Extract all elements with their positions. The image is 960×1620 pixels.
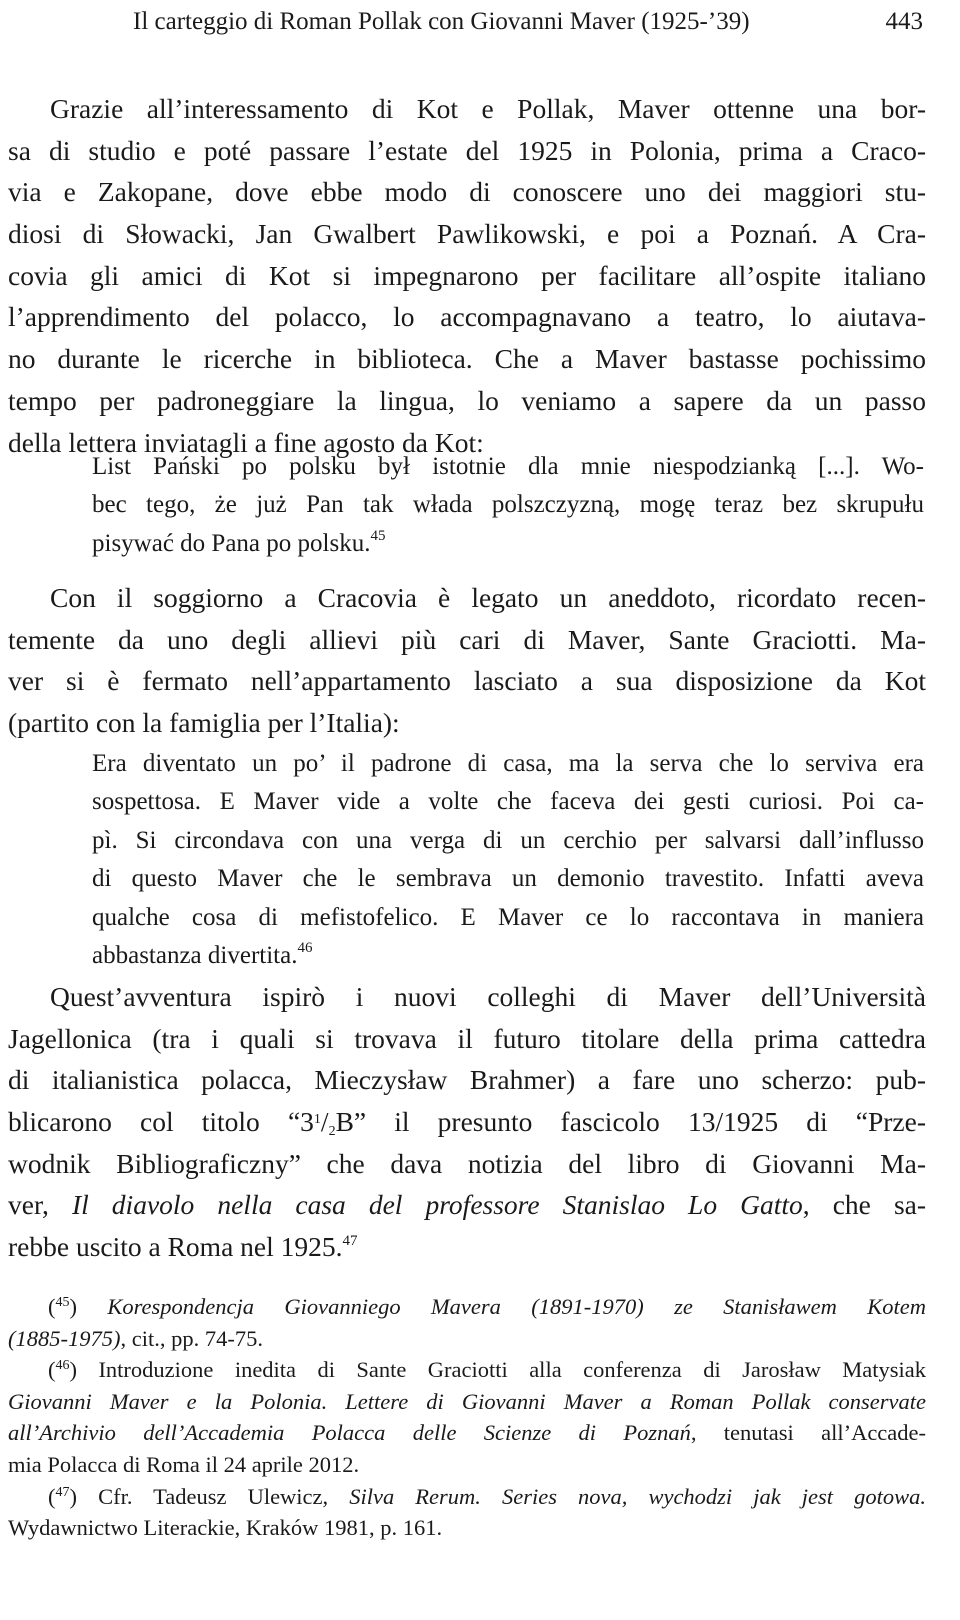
quote-line: qualche cosa di mefistofelico. E Maver ce lo raccontava in maniera — [92, 903, 924, 931]
quote-line: bec tego, że już Pan tak włada polszczyzną, mogę teraz bez skrupułu — [92, 491, 924, 519]
footnote-ref-47: 47 — [342, 1233, 358, 1250]
footnote-line: (1885-1975), cit., pp. 74-75. — [8, 1325, 263, 1351]
footnote-line: Wydawnictwo Literackie, Kraków 1981, p. 161. — [8, 1515, 443, 1541]
quote-line: pì. Si circondava con una verga di un cerchio per salvarsi dall’influsso — [92, 826, 924, 854]
text-line: covia gli amici di Kot si impegnarono per facilitare all’ospite italiano — [8, 259, 926, 291]
text-line: via e Zakopane, dove ebbe modo di conoscere uno dei maggiori stu- — [8, 176, 926, 208]
text-line: Con il soggiorno a Cracovia è legato un aneddoto, ricordato recen- — [50, 582, 926, 613]
text-line: no durante le ricerche in biblioteca. Che a Maver bastasse pochissimo — [8, 343, 926, 375]
quote-line: pisywać do Pana po polsku.$^{45}$ — [92, 527, 386, 557]
text-line: temente da uno degli allievi più cari di Maver, Sante Graciotti. Ma- — [8, 623, 926, 655]
footnote-line: Giovanni Maver e la Polonia. Lettere di Giovanni Maver a Roman Pollak conservate — [8, 1388, 926, 1414]
footnote-45: ($^{45}$) Korespondencja Giovanniego Mavera (1891-1970) ze Stanisławem Kotem — [48, 1294, 927, 1319]
text-line: l’apprendimento del polacco, lo accompagnavano a teatro, lo aiutava- — [8, 301, 926, 333]
text-line: rebbe uscito a Roma nel 1925.47 — [8, 1231, 358, 1263]
quote-line: abbastanza divertita.$^{46}$ — [92, 939, 313, 969]
quote-line: di questo Maver che le sembrava un demonio travestito. Infatti aveva — [92, 865, 924, 893]
footnote-47: ($^{47}$) Cfr. Tadeusz Ulewicz, Silva Rerum. Series nova, wychodzi jak jest gotowa. — [48, 1483, 927, 1509]
paragraph-2 — [8, 577, 926, 744]
text-line: Grazie all’interessamento di Kot e Pollak, Maver ottenne una bor- — [50, 93, 926, 124]
footnote-ref-45: 45 — [370, 527, 386, 544]
text-line: (partito con la famiglia per l’Italia): — [8, 707, 400, 739]
text-line: Jagellonica (tra i quali si trovava il futuro titolare della prima cattedra — [8, 1022, 926, 1054]
book-title: Il diavolo nella casa del professore Stanislao Lo Gatto — [71, 1189, 803, 1221]
fraction-denominator: 2 — [328, 1124, 336, 1140]
quote-line: sospettosa. E Maver vide a volte che faceva dei gesti curiosi. Poi ca- — [92, 788, 924, 816]
text-line: della lettera inviatagli a fine agosto da Kot: — [8, 426, 484, 458]
quote-line: List Pański po polsku był istotnie dla mnie niespodzianką [...]. Wo- — [92, 453, 924, 480]
text-line: di italianistica polacca, Mieczysław Brahmer) a fare uno scherzo: pub- — [8, 1064, 926, 1096]
block-quote-2 — [92, 745, 924, 975]
text-line: diosi di Słowacki, Jan Gwalbert Pawlikowski, e poi a Poznań. A Cra- — [8, 218, 926, 250]
quote-line: Era diventato un po’ il padrone di casa, ma la serva che lo serviva era — [92, 750, 924, 777]
fraction-numerator: 1 — [313, 1112, 321, 1128]
page-number: 443 — [885, 8, 923, 35]
paragraph-3 — [8, 976, 926, 1268]
text-line: Quest’avventura ispirò i nuovi colleghi di Maver dell’Università — [50, 981, 926, 1012]
footnotes — [8, 1291, 926, 1544]
block-quote-1 — [92, 448, 924, 563]
running-title: Il carteggio di Roman Pollak con Giovanni Maver (1925-’39) — [133, 8, 750, 35]
footnote-line: mia Polacca di Roma il 24 aprile 2012. — [8, 1451, 360, 1477]
text-line: blicarono col titolo “$3^1/2B$” il presunto fascicolo 13/1925 di “Prze- — [8, 1106, 926, 1140]
footnote-46: ($^{46}$) Introduzione inedita di Sante Graciotti alla conferenza di Jarosław Matysiak — [48, 1357, 927, 1383]
running-head — [133, 6, 923, 38]
paragraph-1 — [8, 88, 926, 463]
text-line: ver si è fermato nell’appartamento lasciato a sua disposizione da Kot — [8, 665, 926, 697]
footnote-line: all’Archivio dell’Accademia Polacca delle Scienze di Poznań, tenutasi all’Accade- — [8, 1420, 927, 1446]
text-line: ver, Il diavolo nella casa del professore Stanislao Lo Gatto, che sa- — [8, 1189, 927, 1221]
text-line: sa di studio e poté passare l’estate del 1925 in Polonia, prima a Craco- — [8, 134, 926, 166]
footnote-ref-46: 46 — [297, 939, 313, 956]
text-line: tempo per padroneggiare la lingua, lo veniamo a sapere da un passo — [8, 384, 926, 416]
text-line: wodnik Bibliograficzny” che dava notizia del libro di Giovanni Ma- — [8, 1147, 926, 1179]
